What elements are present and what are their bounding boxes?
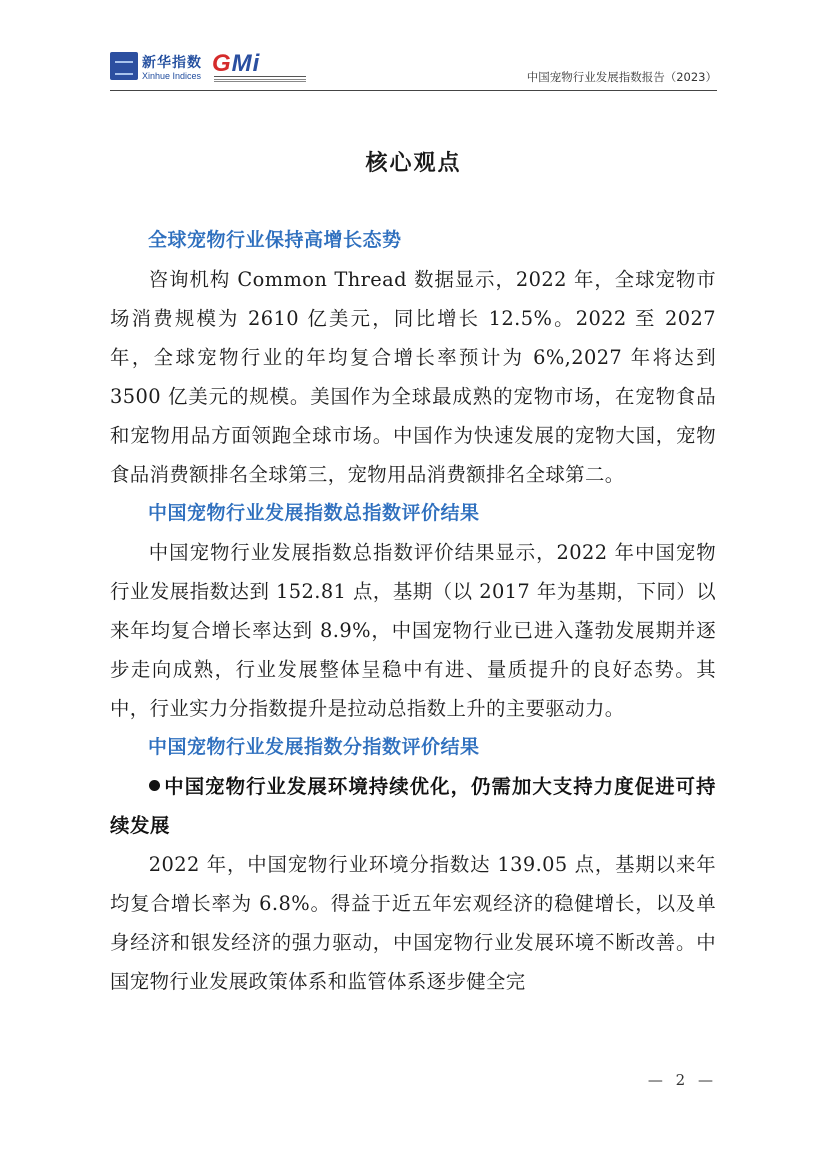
bullet-heading bbox=[110, 767, 716, 845]
gmi-logo-underline-2 bbox=[214, 81, 306, 82]
page-title: 核心观点 bbox=[365, 151, 462, 176]
header-divider bbox=[110, 90, 717, 91]
section-heading-global: 全球宠物行业保持高增长态势 bbox=[148, 229, 402, 251]
main-content bbox=[110, 221, 716, 1001]
xinhua-logo-text: 新华指数 bbox=[142, 55, 202, 71]
page-number: — 2 — bbox=[647, 1071, 717, 1089]
gmi-logo: GMi bbox=[212, 50, 261, 77]
gmi-logo-underline bbox=[214, 76, 306, 80]
report-title: 中国宠物行业发展指数报告（2023） bbox=[526, 70, 717, 84]
section-paragraph-global: 咨询机构 Common Thread 数据显示，2022 年，全球宠物市场消费规模为 2610 亿美元，同比增长 12.5%。2022 至 2027 年，全球宠物行业的年均复合增长率预计为 6%,2027 年将达到 3500 亿美元的规模。美国作为全球最成熟的宠物市场，在宠物食品和宠物用品方面领跑全球市场。中国作为快速发展的宠物大国，宠物食品消费额排名全球第三，宠物用品消费额排名全球第二。 bbox=[110, 268, 716, 486]
xinhua-logo-subtext: Xinhue Indices bbox=[142, 71, 202, 81]
section-heading-sub-index: 中国宠物行业发展指数分指数评价结果 bbox=[148, 736, 480, 758]
bullet-icon bbox=[149, 780, 160, 791]
page-header bbox=[110, 52, 717, 90]
section-paragraph-sub-index: 2022 年，中国宠物行业环境分指数达 139.05 点，基期以来年均复合增长率为 6.8%。得益于近五年宏观经济的稳健增长，以及单身经济和银发经济的强力驱动，中国宠物行业发展环境不断改善。中国宠物行业发展政策体系和监管体系逐步健全完 bbox=[110, 853, 716, 993]
section-heading-total-index: 中国宠物行业发展指数总指数评价结果 bbox=[148, 502, 480, 524]
bullet-heading-text: 中国宠物行业发展环境持续优化，仍需加大支持力度促进可持续发展 bbox=[110, 775, 716, 837]
section-paragraph-total-index: 中国宠物行业发展指数总指数评价结果显示，2022 年中国宠物行业发展指数达到 152.81 点，基期（以 2017 年为基期，下同）以来年均复合增长率达到 8.9%，中国宠物行业已进入蓬勃发展期并逐步走向成熟，行业发展整体呈稳中有进、量质提升的良好态势。其中，行业实力分指数提升是拉动总指数上升的主要驱动力。 bbox=[110, 541, 716, 720]
xinhua-logo-icon bbox=[110, 52, 138, 80]
